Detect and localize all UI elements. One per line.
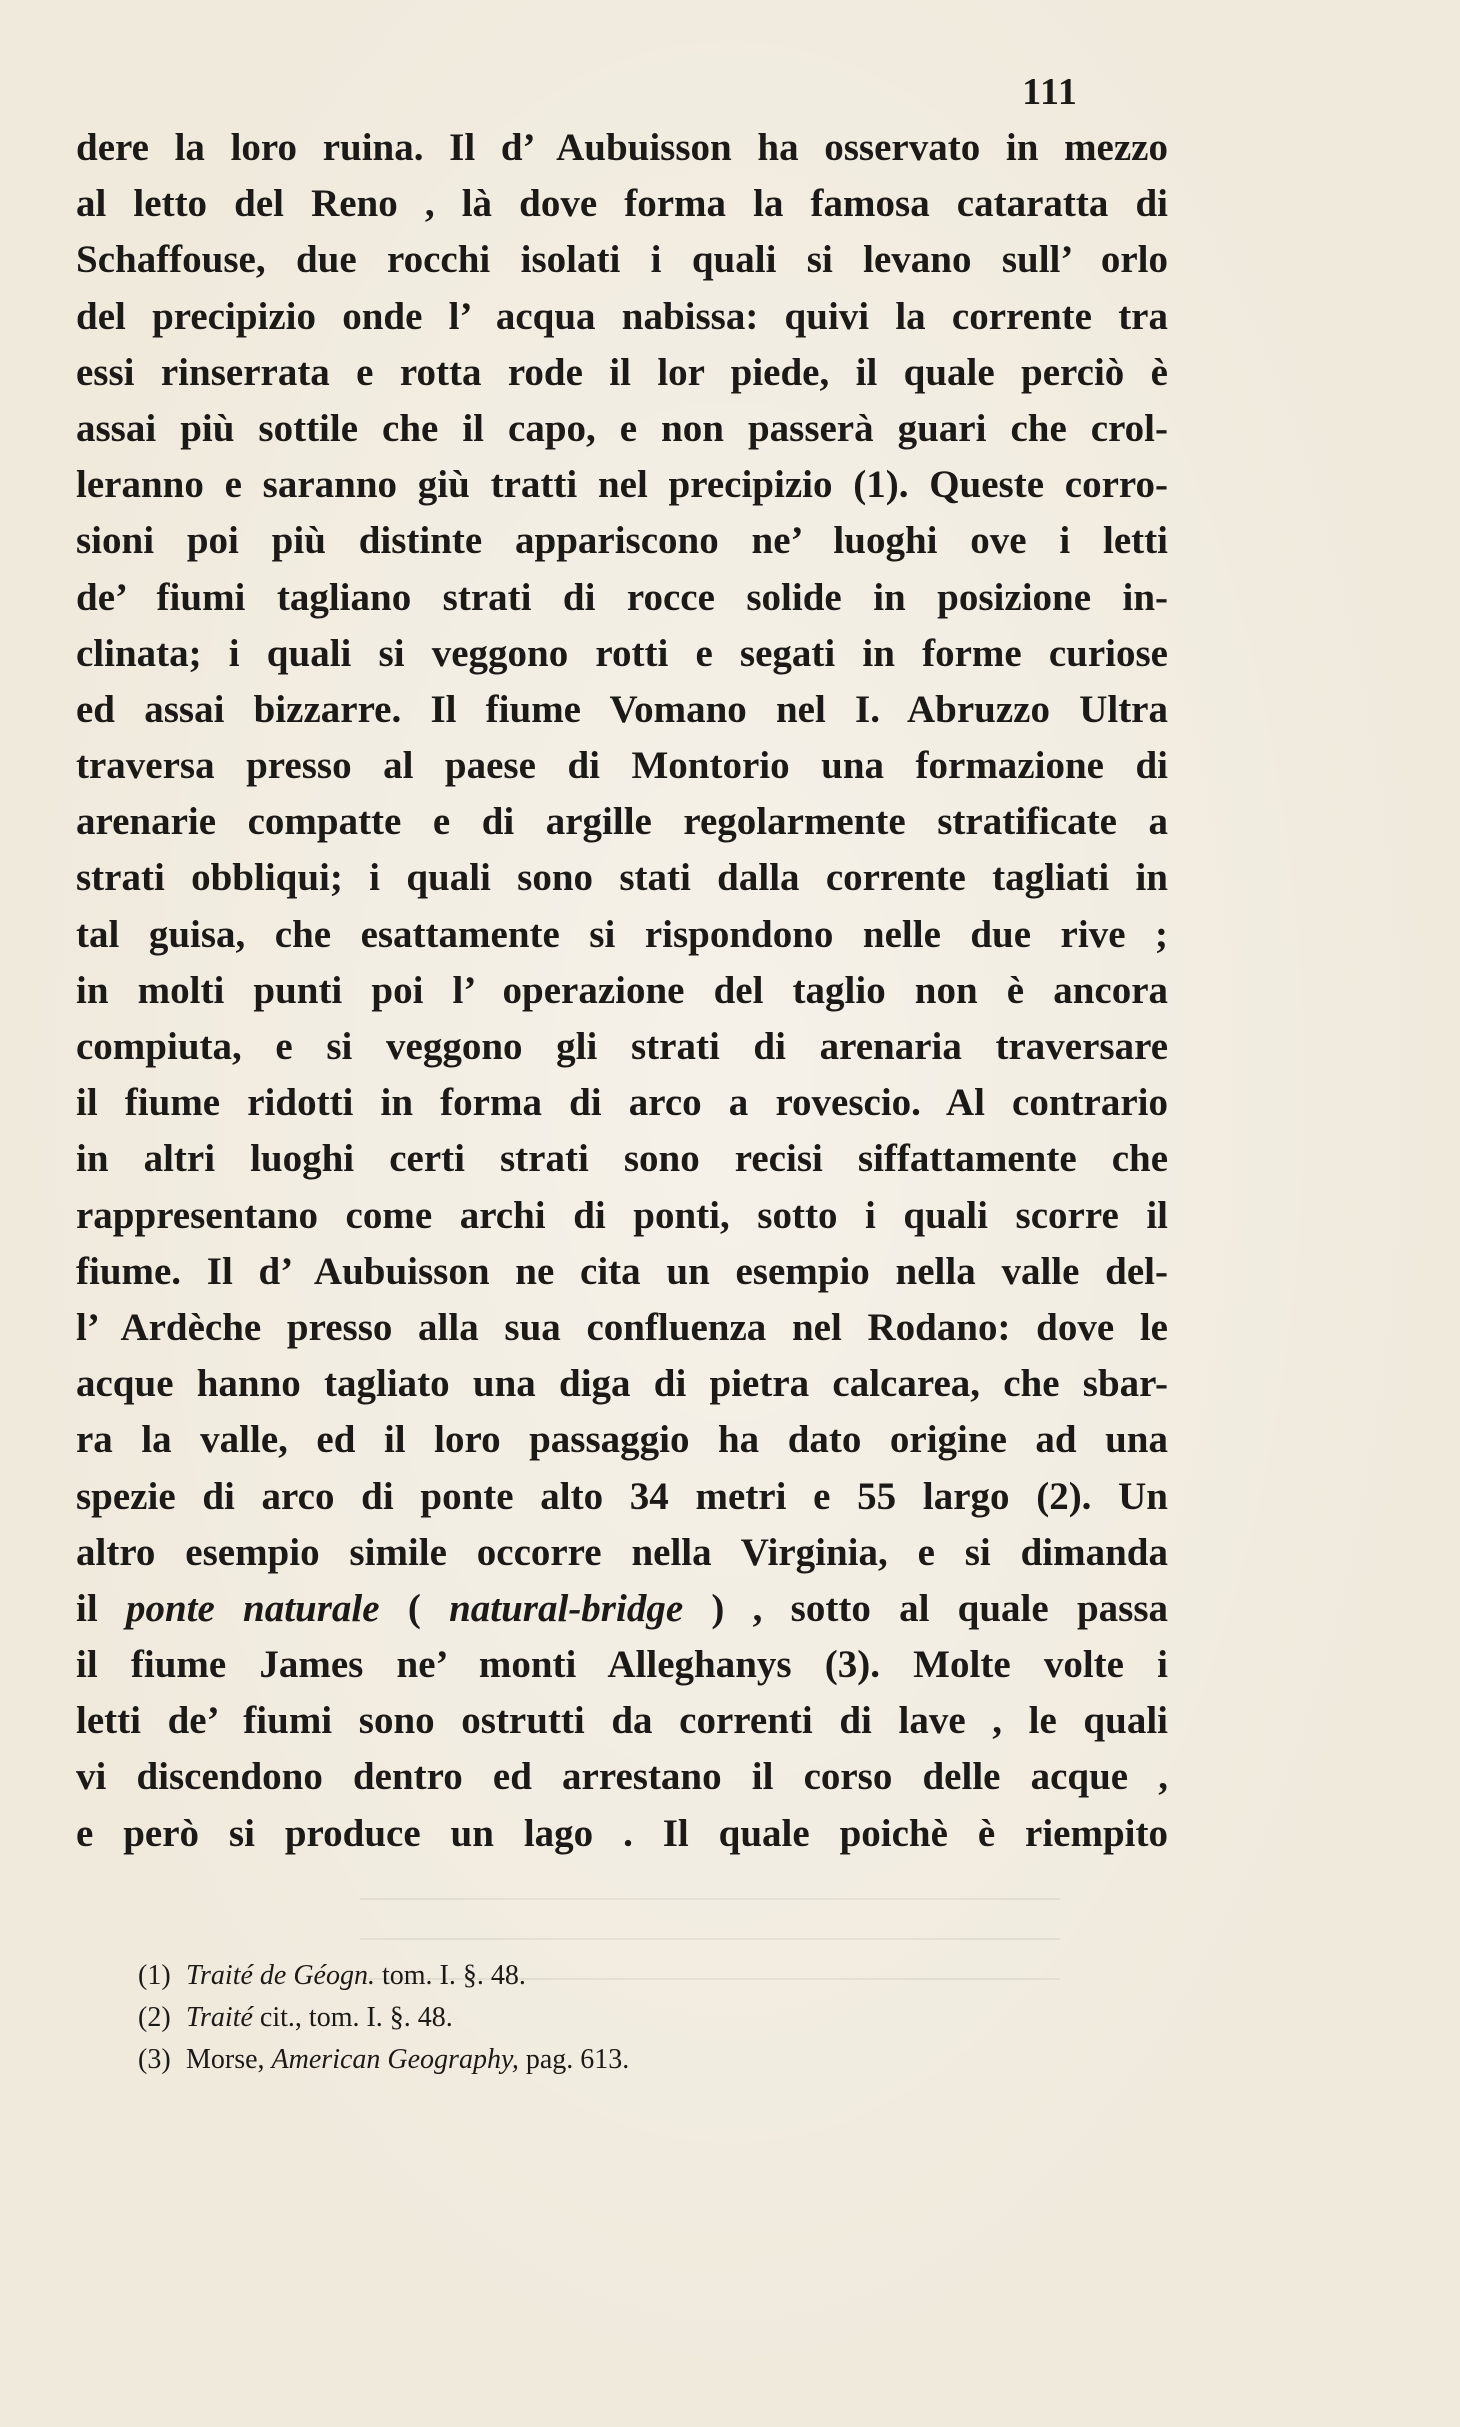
text-line: il fiume James ne’ monti Alleghanys (3). Molte volte i xyxy=(76,1643,1168,1687)
footnote-title: American Geography, xyxy=(271,2044,519,2075)
text-line: strati obbliqui; i quali sono stati dalla corrente tagliati in xyxy=(76,856,1168,900)
footnote-ref: pag. 613. xyxy=(518,2044,630,2075)
text-line: Schaffouse, due rocchi isolati i quali si levano sull’ orlo xyxy=(76,238,1168,282)
text-line: leranno e saranno giù tratti nel precipizio (1). Queste corro- xyxy=(76,463,1168,507)
footnotes xyxy=(138,1955,1038,2081)
text-line: al letto del Reno , là dove forma la famosa cataratta di xyxy=(76,182,1168,226)
text-line: acque hanno tagliato una diga di pietra calcarea, che sbar- xyxy=(76,1362,1168,1406)
footnote xyxy=(138,1955,1038,1997)
text-line: spezie di arco di ponte alto 34 metri e 55 largo (2). Un xyxy=(76,1474,1168,1518)
text-line: rappresentano come archi di ponti, sotto i quali scorre il xyxy=(76,1193,1168,1237)
text-line: assai più sottile che il capo, e non passerà guari che crol- xyxy=(76,406,1168,450)
italic-term: ponte naturale xyxy=(125,1586,380,1630)
text-line: dere la loro ruina. Il d’ Aubuisson ha osservato in mezzo xyxy=(76,126,1168,169)
text-line-mixed xyxy=(76,1581,1168,1637)
text-line: traversa presso al paese di Montorio una formazione di xyxy=(76,744,1168,788)
page-number: 111 xyxy=(1022,71,1078,113)
text-line: l’ Ardèche presso alla sua confluenza nel Rodano: dove le xyxy=(76,1305,1168,1349)
text-line: vi discendono dentro ed arrestano il corso delle acque , xyxy=(76,1755,1168,1799)
text-line: il fiume ridotti in forma di arco a rovescio. Al contrario xyxy=(76,1081,1168,1125)
text-line: arenarie compatte e di argille regolarmente stratificate a xyxy=(76,800,1168,844)
body-text xyxy=(76,120,1168,1862)
footnote-ref: tom. I. §. 48. xyxy=(375,1960,526,1991)
text-line: letti de’ fiumi sono ostrutti da correnti di lave , le quali xyxy=(76,1699,1168,1743)
text-line: ra la valle, ed il loro passaggio ha dato origine ad una xyxy=(76,1418,1168,1462)
text-line: fiume. Il d’ Aubuisson ne cita un esempio nella valle del- xyxy=(76,1249,1168,1293)
text-line: del precipizio onde l’ acqua nabissa: quivi la corrente tra xyxy=(76,294,1168,338)
footnote-title: Traité xyxy=(186,2002,253,2033)
footnote-title: Traité de Géogn. xyxy=(186,1960,375,1991)
text-line: de’ fiumi tagliano strati di rocce solide in posizione in- xyxy=(76,575,1168,619)
footnote xyxy=(138,2039,1038,2081)
text-line: tal guisa, che esattamente si rispondono nelle due rive ; xyxy=(76,912,1168,956)
text-line: altro esempio simile occorre nella Virginia, e si dimanda xyxy=(76,1530,1168,1574)
text-run: ( xyxy=(379,1586,450,1630)
text-line: in molti punti poi l’ operazione del taglio non è ancora xyxy=(76,968,1168,1012)
footnote-ref: cit., tom. I. §. 48. xyxy=(252,2002,453,2033)
footnote-number: (3) xyxy=(138,2044,171,2075)
text-line: essi rinserrata e rotta rode il lor piede, il quale perciò è xyxy=(76,350,1168,394)
footnote-number: (1) xyxy=(138,1960,171,1991)
footnote xyxy=(138,1997,1038,2039)
text-line: sioni poi più distinte appariscono ne’ luoghi ove i letti xyxy=(76,519,1168,563)
text-line: e però si produce un lago . Il quale poichè è riempito xyxy=(76,1811,1168,1855)
text-run: il xyxy=(76,1586,126,1630)
footnote-number: (2) xyxy=(138,2002,171,2033)
text-line: compiuta, e si veggono gli strati di arenaria traversare xyxy=(76,1025,1168,1068)
text-line: clinata; i quali si veggono rotti e segati in forme curiose xyxy=(76,631,1168,675)
text-line: in altri luoghi certi strati sono recisi siffattamente che xyxy=(76,1137,1168,1181)
text-line: ed assai bizzarre. Il fiume Vomano nel I. Abruzzo Ultra xyxy=(76,687,1168,731)
italic-term: natural-bridge xyxy=(449,1586,684,1630)
text-run: ) , sotto al quale passa xyxy=(683,1586,1168,1630)
footnote-author: Morse, xyxy=(186,2044,272,2075)
